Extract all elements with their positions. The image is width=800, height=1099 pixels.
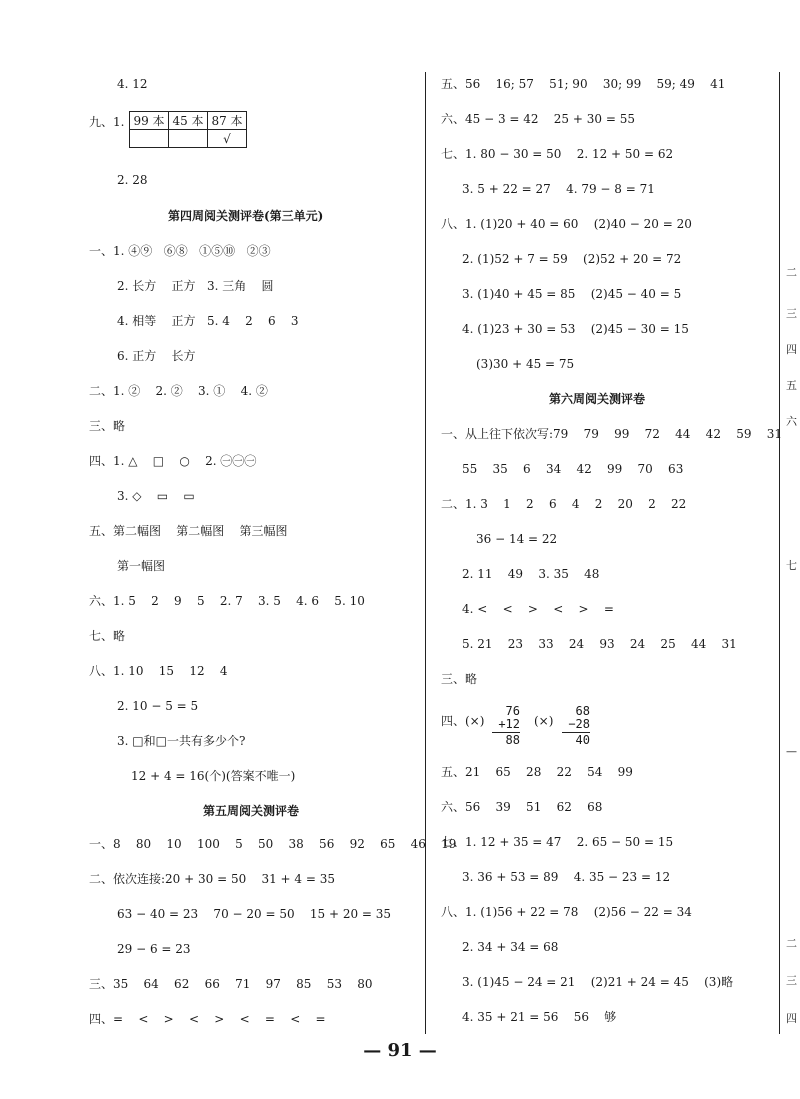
answer-line: 3. ◇ ▭ ▭ bbox=[117, 489, 195, 503]
answer-line: 三、略 bbox=[89, 419, 126, 433]
answer-line: (3)30 + 45 = 75 bbox=[476, 357, 575, 371]
calc-operand: +12 bbox=[498, 717, 520, 731]
answer-line: 2. 长方 正方 3. 三角 圆 bbox=[117, 279, 274, 293]
answer-line: 12 + 4 = 16(个)(答案不唯一) bbox=[131, 769, 296, 783]
answer-line: 4. < < > < > = bbox=[462, 602, 614, 616]
edge-fragment: 三 bbox=[786, 974, 797, 987]
calc-operand: 68 bbox=[575, 704, 590, 718]
answer-line: 七、1. 80 − 30 = 50 2. 12 + 50 = 62 bbox=[441, 147, 674, 161]
answer-line: 五、21 65 28 22 54 99 bbox=[441, 765, 633, 779]
answer-line: 2. 11 49 3. 35 48 bbox=[462, 567, 600, 581]
calc-operand: −28 bbox=[568, 717, 590, 731]
answer-line: 2. 28 bbox=[117, 173, 148, 187]
edge-fragment: 三 bbox=[786, 307, 797, 320]
answer-line: 五、第二幅图 第二幅图 第三幅图 bbox=[89, 524, 288, 538]
calc-result: 40 bbox=[575, 733, 590, 747]
answer-line: 2. 10 − 5 = 5 bbox=[117, 699, 199, 713]
answer-line: 第一幅图 bbox=[117, 559, 166, 573]
section-heading-week4: 第四周阅关测评卷(第三单元) bbox=[168, 209, 324, 223]
edge-fragment: 二 bbox=[786, 266, 797, 279]
answer-table bbox=[129, 111, 247, 148]
answer-line: 一、8 80 10 100 5 50 38 56 92 65 46 19 bbox=[89, 837, 457, 851]
answer-line: 五、56 16; 57 51; 90 30; 99 59; 49 41 bbox=[441, 77, 726, 91]
answer-line: 6. 正方 长方 bbox=[117, 349, 196, 363]
answer-label: 九、1. bbox=[89, 115, 125, 129]
answer-line: 八、1. (1)20 + 40 = 60 (2)40 − 20 = 20 bbox=[441, 217, 692, 231]
edge-fragment: — bbox=[786, 745, 797, 758]
edge-fragment: 六 bbox=[786, 415, 797, 428]
answer-line: 2. (1)52 + 7 = 59 (2)52 + 20 = 72 bbox=[462, 252, 682, 266]
answer-line: 55 35 6 34 42 99 70 63 bbox=[462, 462, 684, 476]
table-cell: √ bbox=[208, 130, 247, 148]
answer-line: 4. (1)23 + 30 = 53 (2)45 − 30 = 15 bbox=[462, 322, 689, 336]
table-cell: 87 本 bbox=[208, 112, 247, 130]
calc-result: 88 bbox=[505, 733, 520, 747]
vertical-calculation bbox=[492, 705, 520, 747]
table-cell bbox=[169, 130, 208, 148]
answer-line: 六、56 39 51 62 68 bbox=[441, 800, 603, 814]
table-cell: 99 本 bbox=[130, 112, 169, 130]
answer-line: 八、1. (1)56 + 22 = 78 (2)56 − 22 = 34 bbox=[441, 905, 692, 919]
answer-line: 六、45 − 3 = 42 25 + 30 = 55 bbox=[441, 112, 635, 126]
section-heading-week6: 第六周阅关测评卷 bbox=[549, 392, 646, 406]
right-edge-divider bbox=[779, 72, 780, 1034]
answer-line: 3. (1)40 + 45 = 85 (2)45 − 40 = 5 bbox=[462, 287, 682, 301]
answer-line: 三、略 bbox=[441, 672, 478, 686]
answer-line: 二、1. 3 1 2 6 4 2 20 2 22 bbox=[441, 497, 687, 511]
vertical-calculation bbox=[562, 705, 590, 747]
column-divider bbox=[425, 72, 426, 1034]
answer-line: 3. 36 + 53 = 89 4. 35 − 23 = 12 bbox=[462, 870, 671, 884]
answer-line: 八、1. 10 15 12 4 bbox=[89, 664, 228, 678]
answer-line: 4. 35 + 21 = 56 56 够 bbox=[462, 1010, 617, 1024]
edge-fragment: 七 bbox=[786, 559, 797, 572]
answer-line: 七、1. 12 + 35 = 47 2. 65 − 50 = 15 bbox=[441, 835, 674, 849]
answer-line: 二、1. ② 2. ② 3. ① 4. ② bbox=[89, 384, 268, 398]
answer-line: 六、1. 5 2 9 5 2. 7 3. 5 4. 6 5. 10 bbox=[89, 594, 365, 608]
table-cell bbox=[130, 130, 169, 148]
answer-line: 5. 21 23 33 24 93 24 25 44 31 bbox=[462, 637, 737, 651]
answer-line: 3. □和□一共有多少个? bbox=[117, 734, 246, 748]
edge-fragment: 四 bbox=[786, 343, 797, 356]
answer-label: 四、(×) bbox=[441, 714, 485, 728]
answer-line: 二、依次连接:20 + 30 = 50 31 + 4 = 35 bbox=[89, 872, 336, 886]
answer-line: 七、略 bbox=[89, 629, 126, 643]
answer-line: 4. 12 bbox=[117, 77, 148, 91]
answer-line: 3. (1)45 − 24 = 21 (2)21 + 24 = 45 (3)略 bbox=[462, 975, 734, 989]
edge-fragment: 四 bbox=[786, 1012, 797, 1025]
answer-line: 29 − 6 = 23 bbox=[117, 942, 191, 956]
section-heading-week5: 第五周阅关测评卷 bbox=[203, 804, 300, 818]
edge-fragment: 二 bbox=[786, 937, 797, 950]
answer-line: 4. 相等 正方 5. 4 2 6 3 bbox=[117, 314, 299, 328]
answer-label: (×) bbox=[534, 714, 554, 728]
answer-line: 四、1. △ □ ○ 2. ㊀㊀㊀ bbox=[89, 454, 257, 468]
answer-line: 2. 34 + 34 = 68 bbox=[462, 940, 559, 954]
edge-fragment: 五 bbox=[786, 379, 797, 392]
answer-line: 一、从上往下依次写:79 79 99 72 44 42 59 31 bbox=[441, 427, 783, 441]
answer-line: 63 − 40 = 23 70 − 20 = 50 15 + 20 = 35 bbox=[117, 907, 392, 921]
answer-line: 三、35 64 62 66 71 97 85 53 80 bbox=[89, 977, 373, 991]
answer-line: 36 − 14 = 22 bbox=[476, 532, 558, 546]
answer-line: 3. 5 + 22 = 27 4. 79 − 8 = 71 bbox=[462, 182, 655, 196]
page-number: — 91 — bbox=[363, 1040, 437, 1061]
answer-line: 四、= < > < > < = < = bbox=[89, 1012, 326, 1026]
answer-line: 一、1. ④⑨ ⑥⑧ ①⑤⑩ ②③ bbox=[89, 244, 271, 258]
table-cell: 45 本 bbox=[169, 112, 208, 130]
calc-operand: 76 bbox=[505, 704, 520, 718]
